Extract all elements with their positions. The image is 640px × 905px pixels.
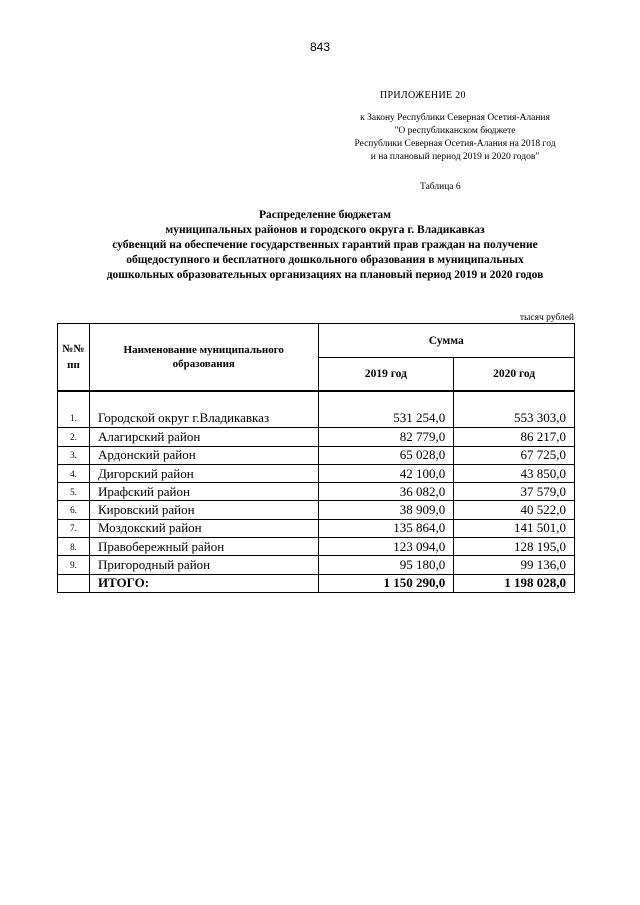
row-number: 3. xyxy=(58,446,90,464)
table-row xyxy=(58,483,575,501)
law-reference xyxy=(320,112,590,164)
law-reference-line: к Закону Республики Северная Осетия-Алания xyxy=(360,113,550,123)
row-number: 6. xyxy=(58,501,90,519)
row-2020: 141 501,0 xyxy=(454,519,575,537)
col-header-number-line: пп xyxy=(67,358,80,371)
law-reference-line: "О республиканском бюджете xyxy=(394,126,516,136)
budget-table xyxy=(57,323,575,593)
total-label: ИТОГО: xyxy=(89,574,318,592)
law-reference-line: и на плановый период 2019 и 2020 годов" xyxy=(370,152,540,162)
col-header-number-line: №№ xyxy=(62,342,85,355)
row-name: Городской округ г.Владикавказ xyxy=(89,410,318,428)
row-name: Дигорский район xyxy=(89,464,318,482)
row-name: Алагирский район xyxy=(89,428,318,446)
row-2019: 82 779,0 xyxy=(318,428,454,446)
row-2020: 99 136,0 xyxy=(454,556,575,574)
title-line: Распределение бюджетам xyxy=(259,209,391,221)
col-header-number xyxy=(58,324,90,391)
table-row xyxy=(58,410,575,428)
col-header-sum: Сумма xyxy=(318,324,574,358)
total-row xyxy=(58,574,575,592)
title-line: дошкольных образовательных организациях на плановый период 2019 и 2020 годов xyxy=(106,269,544,281)
col-header-2020: 2020 год xyxy=(454,358,575,391)
row-2019: 531 254,0 xyxy=(318,410,454,428)
spacer-row xyxy=(58,391,575,410)
title-line: общедоступного и бесплатного дошкольного образования в муниципальных xyxy=(126,254,524,266)
page-number: 843 xyxy=(309,40,331,54)
row-2020: 37 579,0 xyxy=(454,483,575,501)
col-header-name xyxy=(89,324,318,391)
document-title xyxy=(60,208,590,283)
row-number: 4. xyxy=(58,464,90,482)
row-2019: 65 028,0 xyxy=(318,446,454,464)
row-2020: 67 725,0 xyxy=(454,446,575,464)
row-name: Правобережный район xyxy=(89,538,318,556)
col-header-name-line: образования xyxy=(172,357,235,370)
table-row xyxy=(58,519,575,537)
title-line: муниципальных районов и городского округа г. Владикавказ xyxy=(165,224,485,236)
appendix-title: ПРИЛОЖЕНИЕ 20 xyxy=(380,90,466,101)
row-name: Ирафский район xyxy=(89,483,318,501)
table-row xyxy=(58,428,575,446)
units-label: тысяч рублей xyxy=(519,313,574,323)
table-label: Таблица 6 xyxy=(420,182,461,192)
row-2019: 135 864,0 xyxy=(318,519,454,537)
row-2019: 36 082,0 xyxy=(318,483,454,501)
row-2019: 123 094,0 xyxy=(318,538,454,556)
row-2020: 43 850,0 xyxy=(454,464,575,482)
row-name: Пригородный район xyxy=(89,556,318,574)
col-header-2019: 2019 год xyxy=(318,358,454,391)
total-2019: 1 150 290,0 xyxy=(318,574,454,592)
row-2020: 86 217,0 xyxy=(454,428,575,446)
row-2020: 40 522,0 xyxy=(454,501,575,519)
table-row xyxy=(58,501,575,519)
table-row xyxy=(58,446,575,464)
row-2019: 38 909,0 xyxy=(318,501,454,519)
row-number: 9. xyxy=(58,556,90,574)
row-number: 1. xyxy=(58,410,90,428)
total-2020: 1 198 028,0 xyxy=(454,574,575,592)
row-2020: 553 303,0 xyxy=(454,410,575,428)
law-reference-line: Республики Северная Осетия-Алания на 2018 год xyxy=(354,139,556,149)
row-2019: 95 180,0 xyxy=(318,556,454,574)
row-number: 7. xyxy=(58,519,90,537)
row-number: 8. xyxy=(58,538,90,556)
table-row xyxy=(58,538,575,556)
total-number xyxy=(58,574,90,592)
row-name: Моздокский район xyxy=(89,519,318,537)
table-row xyxy=(58,464,575,482)
row-name: Кировский район xyxy=(89,501,318,519)
col-header-name-line: Наименование муниципального xyxy=(123,343,284,356)
title-line: субвенций на обеспечение государственных гарантий прав граждан на получение xyxy=(112,239,538,251)
row-name: Ардонский район xyxy=(89,446,318,464)
row-2020: 128 195,0 xyxy=(454,538,575,556)
table-row xyxy=(58,556,575,574)
row-2019: 42 100,0 xyxy=(318,464,454,482)
row-number: 2. xyxy=(58,428,90,446)
row-number: 5. xyxy=(58,483,90,501)
